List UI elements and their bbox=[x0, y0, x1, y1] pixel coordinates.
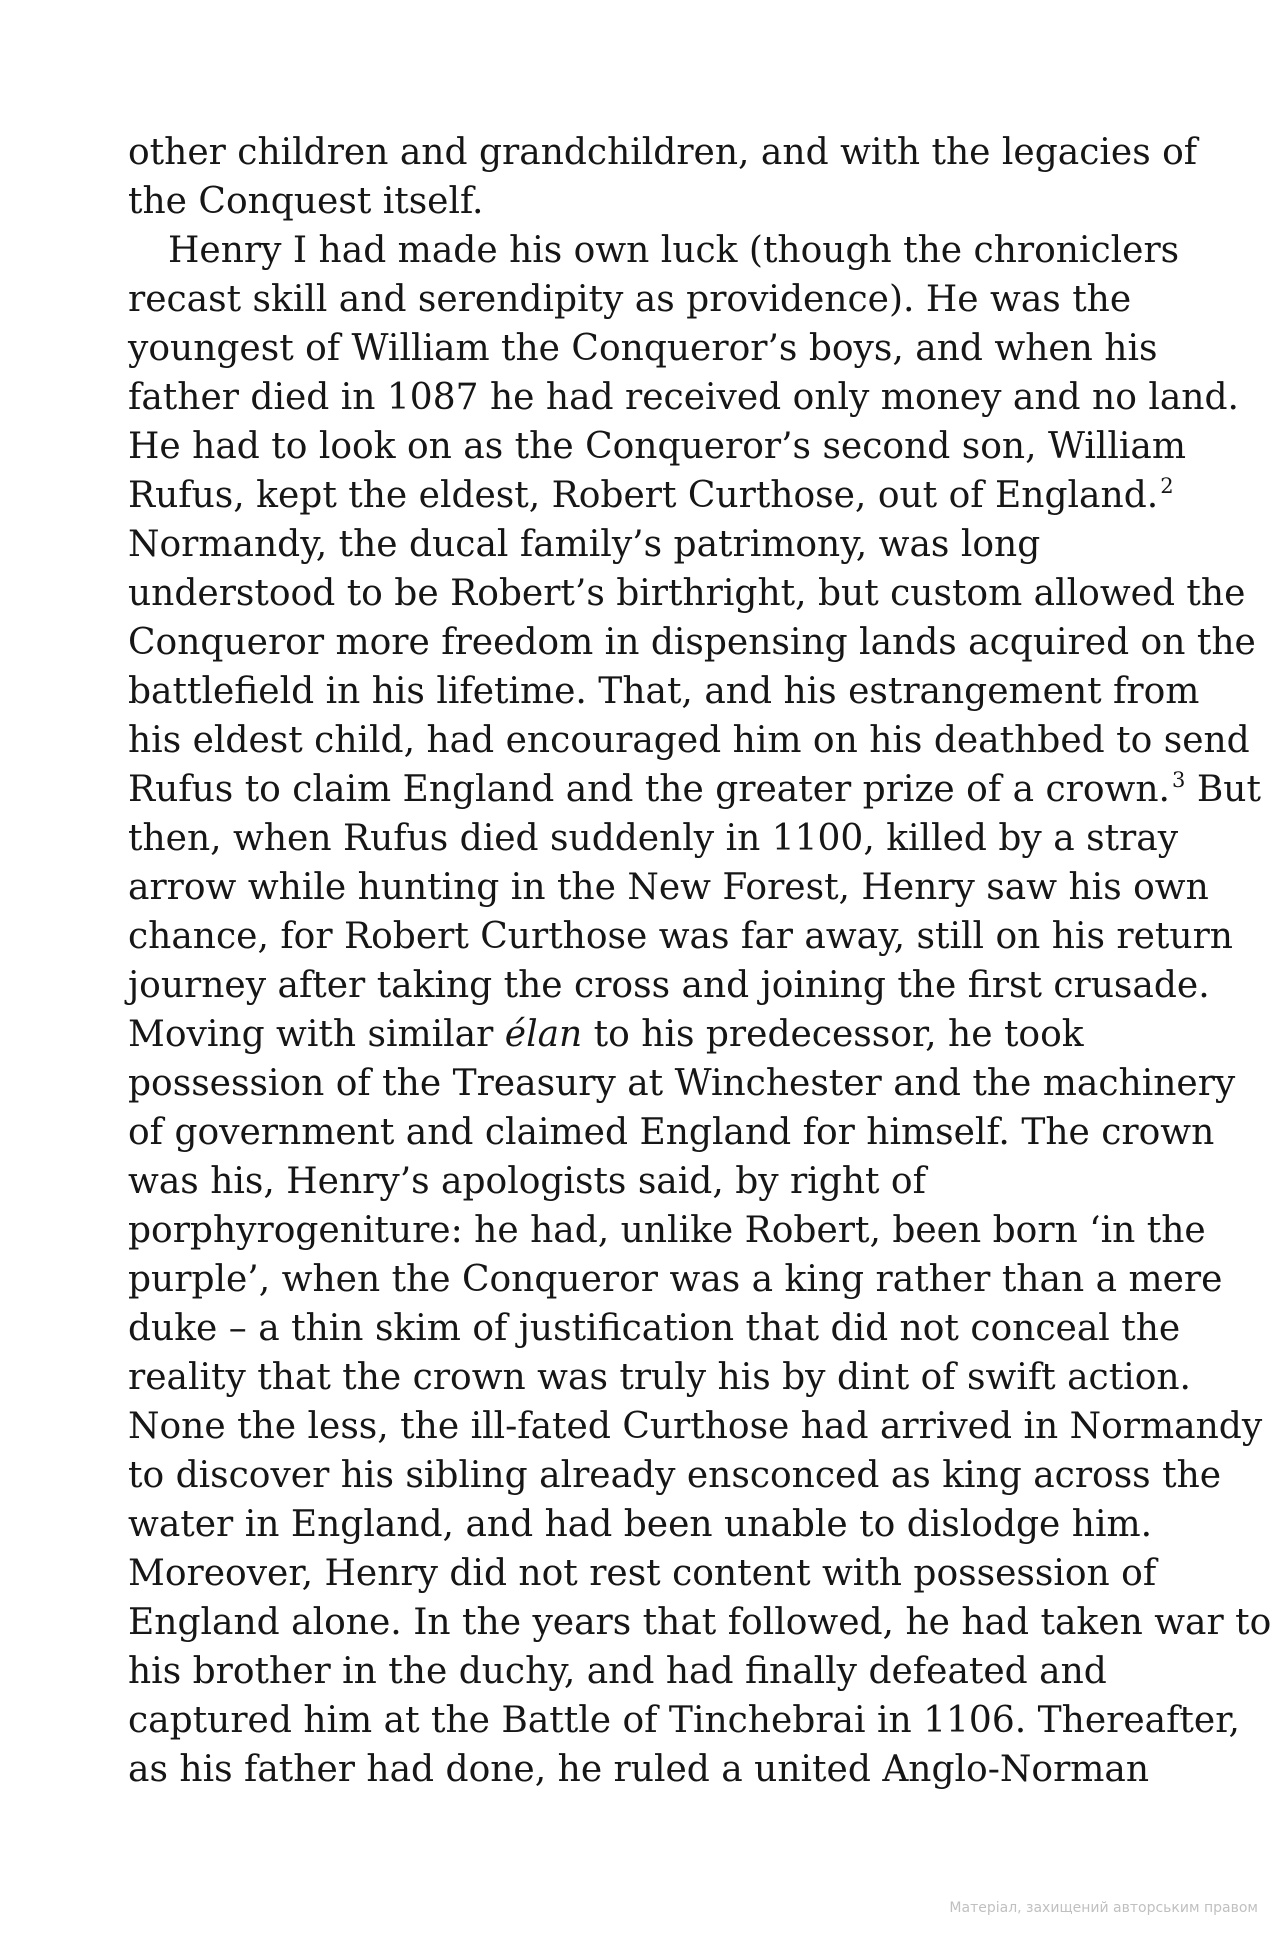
footnote-marker[interactable]: 2 bbox=[1160, 474, 1174, 498]
text-line: understood to be Robert’s birthright, but custom allowed the bbox=[128, 573, 1246, 614]
text-line: journey after taking the cross and joining the first crusade. bbox=[128, 965, 1210, 1006]
text-line: chance, for Robert Curthose was far away, still on his return bbox=[128, 916, 1233, 957]
text-line: duke – a thin skim of justification that did not conceal the bbox=[128, 1308, 1181, 1349]
text-line: He had to look on as the Conqueror’s second son, William bbox=[128, 426, 1186, 467]
text-line bbox=[128, 1010, 1168, 1059]
text-line: of government and claimed England for himself. The crown bbox=[128, 1112, 1215, 1153]
footnote-marker[interactable]: 3 bbox=[1172, 768, 1186, 792]
text-line: his eldest child, had encouraged him on his deathbed to send bbox=[128, 720, 1250, 761]
text-segment: Moving with similar bbox=[128, 1014, 505, 1055]
paragraph-start-line: Henry I had made his own luck (though the chroniclers bbox=[168, 230, 1180, 271]
text-line: purple’, when the Conqueror was a king rather than a mere bbox=[128, 1259, 1223, 1300]
text-line: England alone. In the years that followed, he had taken war to bbox=[128, 1602, 1272, 1643]
text-line: arrow while hunting in the New Forest, Henry saw his own bbox=[128, 867, 1209, 908]
text-line: father died in 1087 he had received only money and no land. bbox=[128, 377, 1239, 418]
text-line: the Conquest itself. bbox=[128, 181, 484, 222]
text-line: possession of the Treasury at Winchester and the machinery bbox=[128, 1063, 1236, 1104]
text-segment: But bbox=[1185, 769, 1261, 810]
text-line: Moreover, Henry did not rest content with possession of bbox=[128, 1553, 1157, 1594]
text-line: None the less, the ill-fated Curthose had arrived in Normandy bbox=[128, 1406, 1263, 1447]
body-text bbox=[128, 128, 1272, 1794]
text-line: other children and grandchildren, and with the legacies of bbox=[128, 132, 1198, 173]
text-segment: Rufus to claim England and the greater prize of a crown. bbox=[128, 769, 1170, 810]
copyright-watermark: Матеріал, захищений авторським правом bbox=[949, 1900, 1258, 1916]
text-line: captured him at the Battle of Tinchebrai in 1106. Thereafter, bbox=[128, 1700, 1240, 1741]
text-line: to discover his sibling already ensconced as king across the bbox=[128, 1455, 1222, 1496]
italic-term: élan bbox=[504, 1014, 583, 1055]
text-line: water in England, and had been unable to dislodge him. bbox=[128, 1504, 1153, 1545]
text-line: reality that the crown was truly his by dint of swift action. bbox=[128, 1357, 1192, 1398]
text-line: recast skill and serendipity as providence). He was the bbox=[128, 279, 1132, 320]
text-line: was his, Henry’s apologists said, by right of bbox=[128, 1161, 926, 1202]
text-line: battlefield in his lifetime. That, and his estrangement from bbox=[128, 671, 1200, 712]
text-line: Conqueror more freedom in dispensing lands acquired on the bbox=[128, 622, 1256, 663]
text-line: as his father had done, he ruled a united Anglo-Norman bbox=[128, 1749, 1150, 1790]
text-line bbox=[128, 765, 1261, 814]
text-line: then, when Rufus died suddenly in 1100, killed by a stray bbox=[128, 818, 1179, 859]
text-segment: Rufus, kept the eldest, Robert Curthose, out of England. bbox=[128, 475, 1159, 516]
text-segment: to his predecessor, he took bbox=[582, 1014, 1084, 1055]
text-line bbox=[128, 471, 1174, 520]
text-line: his brother in the duchy, and had finally defeated and bbox=[128, 1651, 1107, 1692]
text-line: porphyrogeniture: he had, unlike Robert, been born ‘in the bbox=[128, 1210, 1206, 1251]
text-line: youngest of William the Conqueror’s boys, and when his bbox=[128, 328, 1158, 369]
text-line: Normandy, the ducal family’s patrimony, was long bbox=[128, 524, 1041, 565]
